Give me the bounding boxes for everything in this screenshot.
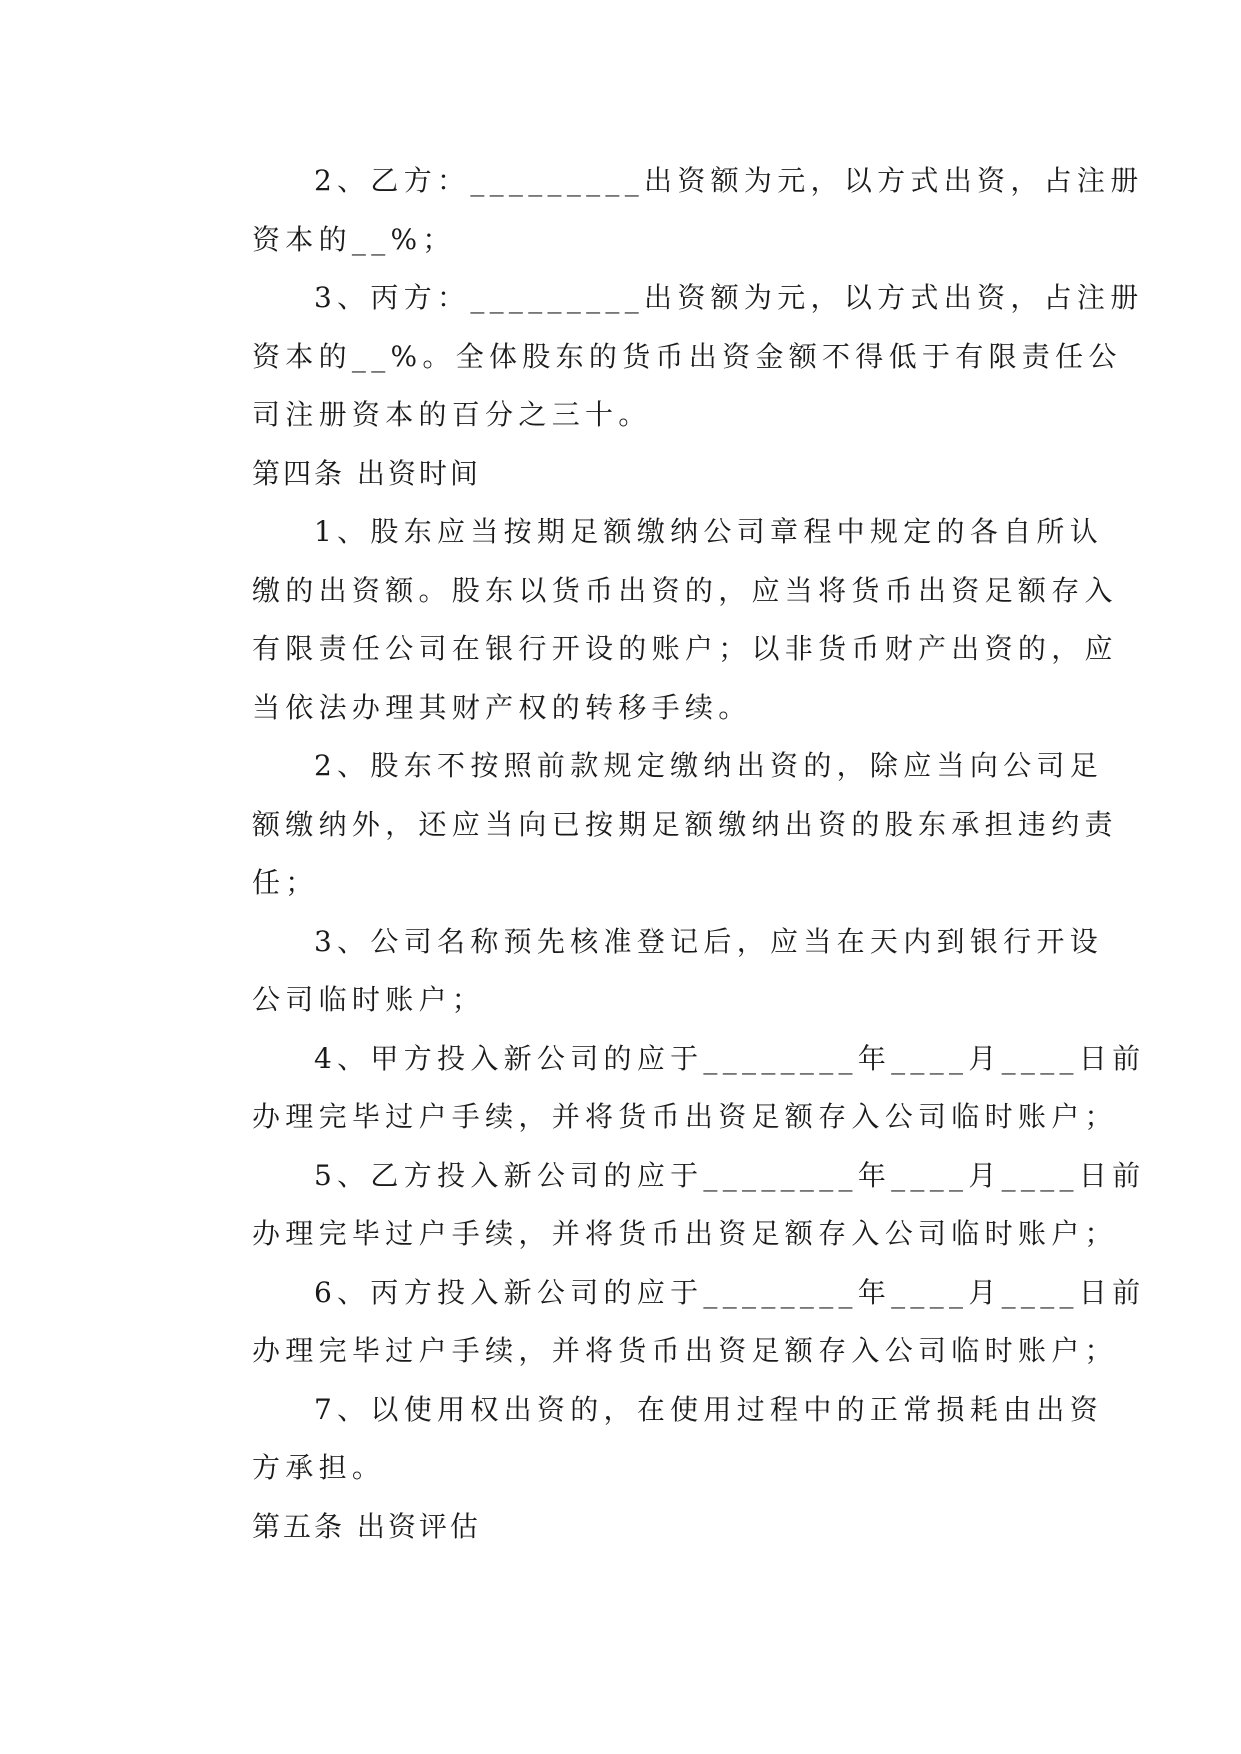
text-line: 4、甲方投入新公司的应于________年____月____日前 bbox=[314, 1041, 1146, 1075]
paragraph-article4-item2 bbox=[190, 737, 1118, 913]
text-line: 资本的__%； bbox=[252, 222, 456, 256]
text-line: 方承担。 bbox=[252, 1451, 386, 1484]
paragraph-article4-item7 bbox=[190, 1381, 1104, 1498]
text-line: 办理完毕过户手续，并将货币出资足额存入公司临时账户； bbox=[252, 1334, 1118, 1367]
text-line: 缴的出资额。股东以货币出资的，应当将货币出资足额存入 bbox=[252, 573, 1118, 607]
text-line: 司注册资本的百分之三十。 bbox=[252, 398, 652, 431]
text-line: 2、乙方：_________出资额为元，以方式出资，占注册 bbox=[314, 164, 1144, 197]
paragraph-2-yi-fang bbox=[190, 152, 1144, 269]
paragraph-article4-item5 bbox=[190, 1147, 1146, 1264]
article-5-heading: 第五条 出资评估 bbox=[252, 1509, 481, 1543]
document-page bbox=[190, 152, 1146, 1556]
paragraph-article4-item1 bbox=[190, 503, 1118, 737]
text-line: 当依法办理其财产权的转移手续。 bbox=[252, 690, 752, 724]
text-line: 2、股东不按照前款规定缴纳出资的，除应当向公司足 bbox=[314, 749, 1104, 782]
text-line: 资本的__%。全体股东的货币出资金额不得低于有限责任公 bbox=[252, 339, 1122, 373]
article-4-heading: 第四条 出资时间 bbox=[252, 456, 481, 490]
text-line: 1、股东应当按期足额缴纳公司章程中规定的各自所认 bbox=[314, 515, 1104, 548]
paragraph-3-bing-fang bbox=[190, 269, 1144, 445]
text-line: 办理完毕过户手续，并将货币出资足额存入公司临时账户； bbox=[252, 1217, 1118, 1250]
paragraph-article4-item4 bbox=[190, 1030, 1146, 1147]
text-line: 7、以使用权出资的，在使用过程中的正常损耗由出资 bbox=[314, 1392, 1104, 1426]
text-line: 额缴纳外，还应当向已按期足额缴纳出资的股东承担违约责 bbox=[252, 807, 1118, 841]
paragraph-article4-item3 bbox=[190, 913, 1104, 1030]
text-line: 公司临时账户； bbox=[252, 983, 486, 1016]
paragraph-article4-item6 bbox=[190, 1264, 1146, 1381]
text-line: 5、乙方投入新公司的应于________年____月____日前 bbox=[314, 1158, 1146, 1192]
text-line: 3、丙方：_________出资额为元，以方式出资，占注册 bbox=[314, 281, 1144, 314]
text-line: 办理完毕过户手续，并将货币出资足额存入公司临时账户； bbox=[252, 1100, 1118, 1133]
text-line: 有限责任公司在银行开设的账户；以非货币财产出资的，应 bbox=[252, 632, 1118, 665]
text-line: 6、丙方投入新公司的应于________年____月____日前 bbox=[314, 1275, 1146, 1309]
text-line: 任； bbox=[252, 866, 319, 899]
text-line: 3、公司名称预先核准登记后，应当在天内到银行开设 bbox=[314, 924, 1104, 958]
